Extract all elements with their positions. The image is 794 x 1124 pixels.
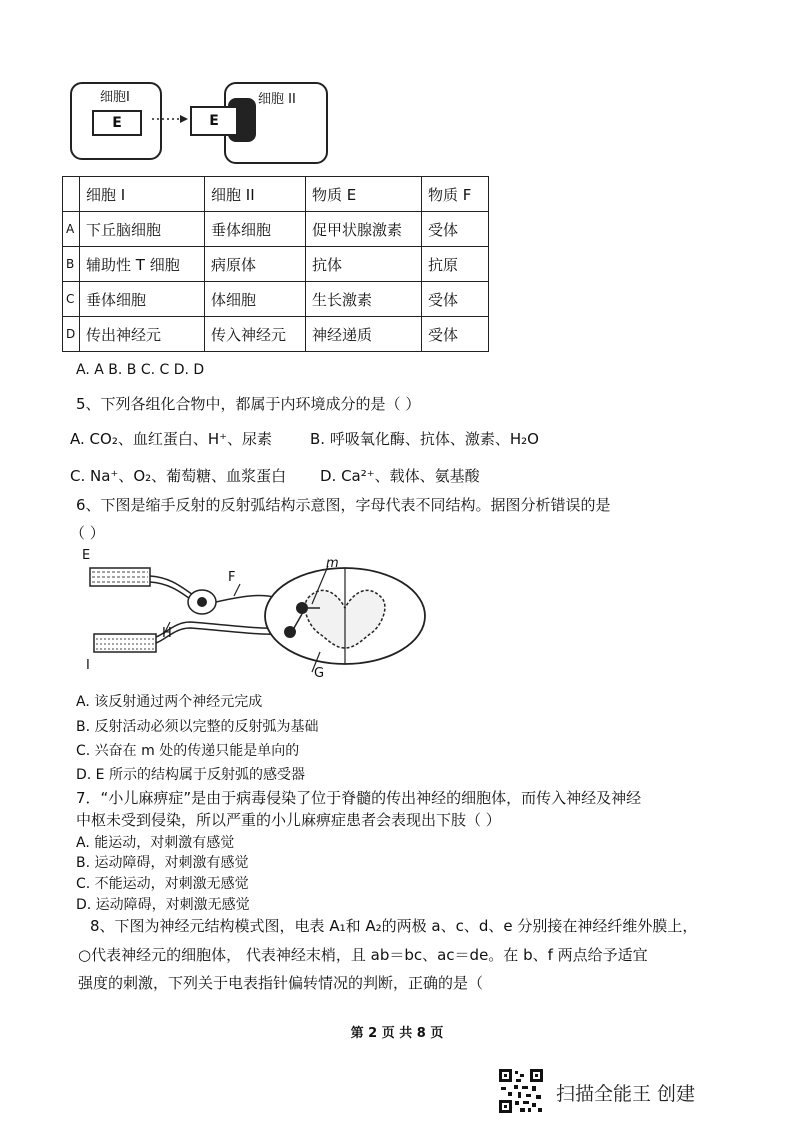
label-i: I	[86, 658, 90, 673]
scanner-watermark: 扫描全能王 创建	[556, 1083, 696, 1105]
table-row	[63, 212, 489, 247]
q6-option-d: D. E 所示的结构属于反射弧的感受器	[76, 767, 305, 783]
page-footer: 第 2 页 共 8 页	[350, 1026, 444, 1041]
table-header-row	[63, 177, 489, 212]
table-header-cell	[63, 177, 80, 212]
q5-option-a: A. CO₂、血红蛋白、H⁺、尿素	[70, 430, 273, 448]
table-cell: 下丘脑细胞	[80, 212, 205, 247]
table-cell: 垂体细胞	[205, 212, 306, 247]
q6-option-c: C. 兴奋在 m 处的传递只能是单向的	[76, 743, 300, 759]
cell-2-label: 细胞 II	[258, 92, 296, 107]
cell-1-label: 细胞I	[100, 90, 130, 105]
row-label: C	[63, 282, 80, 317]
table-row	[63, 282, 489, 317]
table-cell: 促甲状腺激素	[306, 212, 422, 247]
q7-option-c: C. 不能运动，对刺激无感觉	[76, 876, 249, 892]
q7-option-d: D. 运动障碍，对刺激无感觉	[76, 897, 250, 913]
qr-code-icon	[498, 1068, 544, 1114]
q7-stem-line1: 7．“小儿麻痹症”是由于病毒侵染了位于脊髓的传出神经的细胞体，而传入神经及神经	[76, 789, 642, 807]
options-table	[62, 176, 489, 352]
q8-line2: ○代表神经元的细胞体， 代表神经末梢，且 ab＝bc、ac＝de。在 b、f 两点给予适宜	[78, 946, 648, 964]
row-label: B	[63, 247, 80, 282]
row-label: D	[63, 317, 80, 352]
q5-option-b: B. 呼吸氧化酶、抗体、激素、H₂O	[310, 430, 539, 448]
table-header-cell: 物质 F	[422, 177, 489, 212]
q4-options: A. A B. B C. C D. D	[76, 362, 205, 378]
table-cell: 抗原	[422, 247, 489, 282]
label-h: H	[162, 626, 172, 641]
table-cell: 垂体细胞	[80, 282, 205, 317]
table-header-cell: 细胞 I	[80, 177, 205, 212]
table-cell: 辅助性 T 细胞	[80, 247, 205, 282]
table-cell: 病原体	[205, 247, 306, 282]
row-label: A	[63, 212, 80, 247]
table-cell: 受体	[422, 282, 489, 317]
table-cell: 传入神经元	[205, 317, 306, 352]
label-f: F	[228, 570, 236, 585]
substance-e-box-2: E	[190, 106, 238, 136]
label-m: m	[326, 556, 339, 571]
table-cell: 生长激素	[306, 282, 422, 317]
q6-paren: （ ）	[70, 524, 105, 542]
reflex-arc-diagram	[80, 548, 440, 680]
q5-option-d: D. Ca²⁺、载体、氨基酸	[320, 467, 480, 485]
q5-option-c: C. Na⁺、O₂、葡萄糖、血浆蛋白	[70, 467, 287, 485]
table-cell: 受体	[422, 317, 489, 352]
table-row	[63, 247, 489, 282]
label-e: E	[82, 548, 91, 563]
q7-option-a: A. 能运动，对刺激有感觉	[76, 835, 235, 851]
substance-e-box-1: E	[92, 110, 142, 136]
q8-line1: 8、下图为神经元结构模式图，电表 A₁和 A₂的两极 a、c、d、e 分别接在神经纤维外膜上，	[90, 917, 698, 935]
secretion-arrow	[150, 112, 190, 126]
q6-stem: 6、下图是缩手反射的反射弧结构示意图，字母代表不同结构。据图分析错误的是	[76, 496, 611, 514]
q6-option-a: A. 该反射通过两个神经元完成	[76, 694, 263, 710]
q8-line3: 强度的刺激，下列关于电表指针偏转情况的判断，正确的是（	[78, 974, 484, 992]
table-header-cell: 细胞 II	[205, 177, 306, 212]
table-header-cell: 物质 E	[306, 177, 422, 212]
q6-option-b: B. 反射活动必须以完整的反射弧为基础	[76, 719, 319, 735]
table-cell: 神经递质	[306, 317, 422, 352]
label-g: G	[314, 666, 325, 681]
table-cell: 体细胞	[205, 282, 306, 317]
table-cell: 传出神经元	[80, 317, 205, 352]
table-cell: 抗体	[306, 247, 422, 282]
table-cell: 受体	[422, 212, 489, 247]
q7-option-b: B. 运动障碍，对刺激有感觉	[76, 855, 249, 871]
q7-stem-line2: 中枢未受到侵染，所以严重的小儿麻痹症患者会表现出下肢（ ）	[76, 811, 501, 829]
q5-stem: 5、下列各组化合物中，都属于内环境成分的是（ ）	[76, 395, 421, 413]
table-row	[63, 317, 489, 352]
